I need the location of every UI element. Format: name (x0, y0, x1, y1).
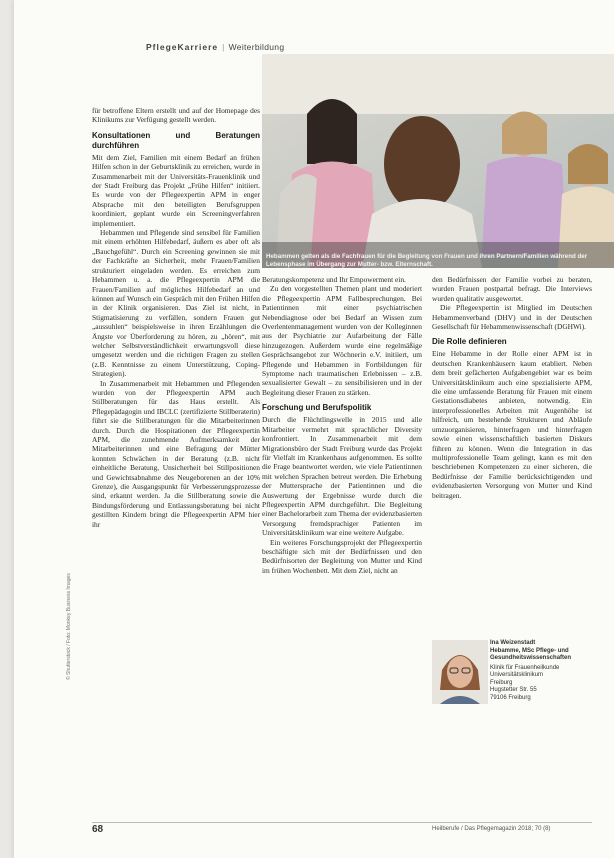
photo-credit: © Shutterstock / Foto: Monkey Business Images (66, 573, 72, 680)
photo-caption: Hebammen gelten als die Fachfrauen für die Begleitung von Frauen und ihren Partnern/Familien während der Lebensphase im Übergang zur Mutter- bzw. Elternschaft. (266, 253, 588, 268)
col3-paragraph-1: den Bedürfnissen der Familie vorbei zu beraten, wurden Frauen postpartal befragt. Die Interviews wurden qualitativ ausgewertet. (432, 275, 592, 303)
text-column-3 (432, 275, 592, 500)
author-address-line: 79106 Freiburg (490, 694, 531, 701)
col3-heading: Die Rolle definieren (432, 337, 507, 347)
col2-paragraph-1: Beratungskompetenz und Ihr Empowerment ein. (262, 275, 406, 284)
author-box (432, 640, 602, 740)
hero-photo (262, 54, 614, 268)
author-title: Hebamme, MSc Pflege- und Gesundheitswissenschaften (490, 647, 572, 661)
col1-paragraph-2: Hebammen und Pflegende sind sensibel für Familien mit einem erhöhten Hilfebedarf, äußern es aber oft als „Bauchgefühl“. Durch ein Screening gewinnen sie mit der Fachkräfte an Sicherheit, mehr Frauen/Familien strukturiert eingeladen werden. Es erreichen zum Hebammen u. a. die Pflegeexpertin APM die Frauen/Familien auf mögliches Hilfebedarf an und können auf Wunsch ein Gespräch mit den Frühen Hilfen in der Klinik organisieren. Das Ziel ist nicht, in Stigmatisierung zu verfällen, sondern Frauen gut „aussuhlen“ beispielsweise in ihren Erzählungen die Ängste vor Überforderung zu hören, zu „hören“, mit welcher Selbstverständlichkeit erwartungsvoll diese umgesetzt werden und die richtigen Fragen zu stellen (z.B. Kenntnisse zu einem Unterstützung, Coping-Strategien). (92, 228, 260, 379)
author-address-line: Freiburg (490, 679, 513, 686)
header-brand: PflegeKarriere (146, 42, 219, 52)
hero-photo-illustration (262, 54, 614, 268)
col2-heading: Forschung und Berufspolitik (262, 403, 372, 413)
text-column-1 (92, 106, 260, 529)
author-address-line: Hugstetter Str. 55 (490, 687, 537, 693)
author-address-line: Universitätsklinikum (490, 672, 544, 678)
col3-paragraph-3: Eine Hebamme in der Rolle einer APM ist in deutschen Krankenhäusern kaum etabliert. Neben dem breit gefächerten Aufgabengebiet war es beim Universitätsklinikum auch eine spezialisierte APM, die eine umfassende Beratung für Frauen mit einem Gestationsdiabetes anbieten, notwendig. Ein interprofessionelles Arbeiten mit Augenhöhe ist hilfreich, um bestehende Strukturen und Abläufe umzuorganisieren, hinterfragen und hinterfragen sowie einen wissenschaftlich basierten Diskurs führen zu können. Wenn die Integration in das multiprofessionelle Team gelingt, kann es mit den beschriebenen Kompetenzen zu einer sicheren, die Bedürfnisse der Familie berücksichtigenden und evidenzbasierten Versorgung von Mutter und Kind beitragen. (432, 349, 592, 500)
col2-paragraph-3: Durch die Flüchtlingswelle in 2015 und alle Mitarbeiter vermehrt mit sprachlicher Diversity konfrontiert. In Zusammenarbeit mit dem Migrationsbüro der Stadt Freiburg wurde das Projekt für Vielfalt im Krankenhaus aufgenommen. Es sollte die Frage beantwortet werden, wie viele Patientinnen mit welchen Sprachen betreut werden. Die Erhebung der Muttersprache der Patientinnen und die Auswertung der Ergebnisse wurde durch die Pflegeexpertin APM durchgeführt. Die Begleitung einer Bachelorarbeit zum Thema der evidenzbasierten Versorgung fremdsprachiger Patienten im Universitätsklinikum war eine weitere Aufgabe. (262, 415, 422, 538)
col2-paragraph-4: Ein weiteres Forschungsprojekt der Pflegeexpertin beschäftigte sich mit der Bedürfnissen und den Bedürfnisorten der Begleitung von Mutter und Kind im frühen Wochenbett. Mit dem Ziel, nicht an (262, 537, 422, 575)
page-number: 68 (92, 824, 104, 835)
footer-divider (92, 822, 592, 823)
col1-paragraph-3: In Zusammenarbeit mit Hebammen und Pflegenden wurden von der Pflegeexpertin APM auch Stillberatungen für das Haus erstellt. Als Pflegepädagogin und IBCLC (zertifizierte Stillberaterin) führt sie die Stillberatungen für die Mitarbeiterinnen durch. Durch die Hospitationen der Pflegeexpertin APM, die zunehmende Aufmerksamkeit der Mitarbeiterinnen und eine Befragung der Mütter konnten Schwächen in der Beratung (z.B. nicht einheitliche Beratung, Unsicherheit bei Stillpositionen und Gewichtsabnahme des Neugeborenen an der 10% Grenze), die Ausgangspunkt für Verbesserungsprozesse sind, erkannt werden. Ja die Stillberatung sowie die Bindungsförderung und Entlassungsberatung bei nicht gestillten Kindern bringt die Pflegeexpertin APM hier ihr (92, 378, 260, 529)
author-portrait (432, 640, 488, 704)
col3-paragraph-2: Die Pflegeexpertin ist Mitglied im Deutschen Hebammenverband (DHV) und in der Deutschen Gesellschaft für Hebammenwissenschaft (DGHWi). (432, 303, 592, 332)
header-separator: | (222, 42, 225, 52)
author-address (490, 665, 602, 703)
col1-paragraph-1: Mit dem Ziel, Familien mit einem Bedarf an frühen Hilfen schon in der Geburtsklinik zu erreichen, wurde in Zusammenarbeit mit der Universitäts-Frauenklinik und der Stadt Freiburg das Projekt „Frühe Hilfen“ initiiert. Es wurde von der Pflegeexpertin APM in enger Absprache mit den beteiligten Berufsgruppen koordiniert, geplant wurde ein Screeningverfahren implementiert. (92, 152, 260, 228)
col1-heading: Konsultationen und Beratungen durchführen (92, 130, 260, 150)
journal-reference: Heilberufe / Das Pflegemagazin 2018; 70 (8) (432, 826, 551, 832)
col2-paragraph-2: Zu den vorgestellten Themen plant und moderiert die Pflegeexpertin APM Fallbesprechungen. Bei Patientinnen mit einer psychiatrischen Nebendiagnose oder bei Bedarf an Wissen zum Overlentenmanagement wurden von der Kolleginnen aus der Psychiatrie zur Aufarbeitung der Fälle hinzugezogen. Außerdem wurde eine regelmäßige Gesprächsangebot zur Wöchnerin e.V. initiiert, um Pflegende und Hebammen in Fortbildungen für Symptome nach traumatischen Erlebnissen – z.B. sexualisierter Gewalt – zu sensibilisieren und in der Begleitung dieser Frauen zu stärken. (262, 284, 422, 397)
header-section: Weiterbildung (228, 42, 285, 52)
author-portrait-image (432, 640, 488, 704)
text-column-2 (262, 275, 422, 575)
author-bio (490, 640, 602, 702)
page-header (146, 42, 284, 52)
author-name: Ina Weizenstadt (490, 640, 536, 646)
col1-intro: für betroffene Eltern erstellt und auf der Homepage des Klinikums zur Verfügung gestellt werden. (92, 106, 260, 125)
author-address-line: Klinik für Frauenheilkunde (490, 664, 560, 671)
